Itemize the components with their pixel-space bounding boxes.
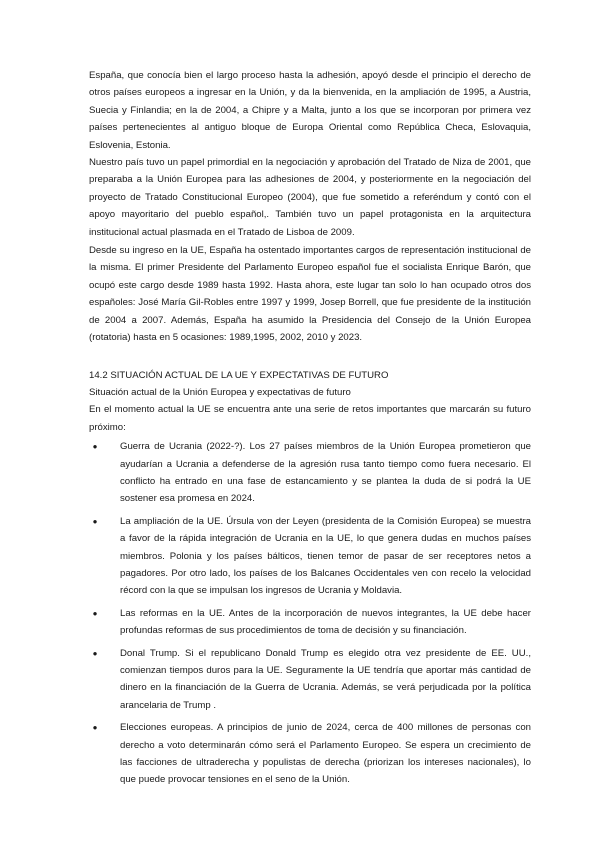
paragraph-enlargements: España, que conocía bien el largo proceso hasta la adhesión, apoyó desde el principio el derecho de otros países europeos a ingresar en la Unión, y da la bienvenida, en la ampliación de 1995, a Austria, Suecia y Finlandia; en la de 2004, a Chipre y a Malta, junto a los que se incorporan por primera vez países pertenecientes al antiguo bloque de Europa Oriental como República Checa, Eslovaquia, Eslovenia, Estonia. (89, 70, 531, 151)
challenges-list (89, 438, 531, 789)
list-item (89, 438, 531, 508)
list-item (89, 645, 531, 715)
bullet-icon: ● (92, 648, 98, 658)
paragraph-institutional-posts: Desde su ingreso en la UE, España ha ostentado importantes cargos de representación institucional de la misma. El primer Presidente del Parlamento Europeo español fue el socialista Enrique Barón, que ocupó este cargo desde 1989 hasta 1992. Hasta ahora, este lugar tan solo lo han ocupado otros dos españoles: José María Gil-Robles entre 1997 y 1999, Josep Borrell, que fue presidente de la institución de 2004 a 2007. Además, España ha asumido la Presidencia del Consejo de la Unión Europea (rotatoria) hasta en 5 ocasiones: 1989,1995, 2002, 2010 y 2023. (89, 245, 531, 344)
bullet-icon: ● (92, 516, 98, 526)
list-item-text: Elecciones europeas. A principios de junio de 2024, cerca de 400 millones de personas con derecho a voto determinarán cómo será el Parlamento Europeo. Se espera un crecimiento de las facciones de ultraderecha y populistas de derecha (priorizan los intereses nacionales), lo que puede provocar tensiones en el seno de la Unión. (120, 722, 531, 786)
list-item-text: Las reformas en la UE. Antes de la incorporación de nuevos integrantes, la UE debe hacer profundas reformas de sus procedimientos de toma de decisión y su financiación. (120, 607, 531, 637)
list-item (89, 719, 531, 789)
document-page (89, 67, 531, 789)
list-item (89, 605, 531, 640)
bullet-icon: ● (92, 608, 98, 618)
section-subheading: Situación actual de la Unión Europea y expectativas de futuro (89, 386, 351, 398)
paragraph-treaties: Nuestro país tuvo un papel primordial en la negociación y aprobación del Tratado de Niza de 2001, que preparaba a la Unión Europea para las adhesiones de 2004, y posteriormente en la negociación del proyecto de Tratado Constitucional Europeo (2004), que fue sometido a referéndum y contó con el apoyo mayoritario del pueblo español,. También tuvo un papel protagonista en la arquitectura institucional actual plasmada en el Tratado de Lisboa de 2009. (89, 157, 531, 238)
list-item-text: Donal Trump. Si el republicano Donald Trump es elegido otra vez presidente de EE. UU., comienzan tiempos duros para la UE. Seguramente la UE tendría que aportar más cantidad de dinero en la financiación de la Guerra de Ucrania. Además, se verá perjudicada por la política arancelaria de Trump . (120, 647, 531, 711)
bullet-icon: ● (92, 723, 98, 733)
bullet-icon: ● (92, 442, 98, 452)
section-intro: En el momento actual la UE se encuentra ante una serie de retos importantes que marcarán su futuro próximo: (89, 404, 531, 433)
list-item (89, 513, 531, 600)
list-item-text: La ampliación de la UE. Úrsula von der Leyen (presidenta de la Comisión Europea) se muestra a favor de la rápida integración de Ucrania en la UE, lo que genera dudas en muchos países miembros. Polonia y los países bálticos, tienen temor de pasar de ser receptores netos a pagadores. Por otro lado, los países de los Balcanes Occidentales ven con recelo la velocidad récord con la que se impulsan los ingresos de Ucrania y Moldavia. (120, 515, 531, 597)
section-heading: 14.2 SITUACIÓN ACTUAL DE LA UE Y EXPECTATIVAS DE FUTURO (89, 369, 389, 381)
list-item-text: Guerra de Ucrania (2022-?). Los 27 países miembros de la Unión Europea prometieron que ayudarían a Ucrania a defenderse de la agresión rusa tanto tiempo como fuera necesario. El conflicto ha entrado en una fase de estancamiento y se plantea la duda de si podrá la UE sostener esa promesa en 2024. (120, 441, 531, 505)
